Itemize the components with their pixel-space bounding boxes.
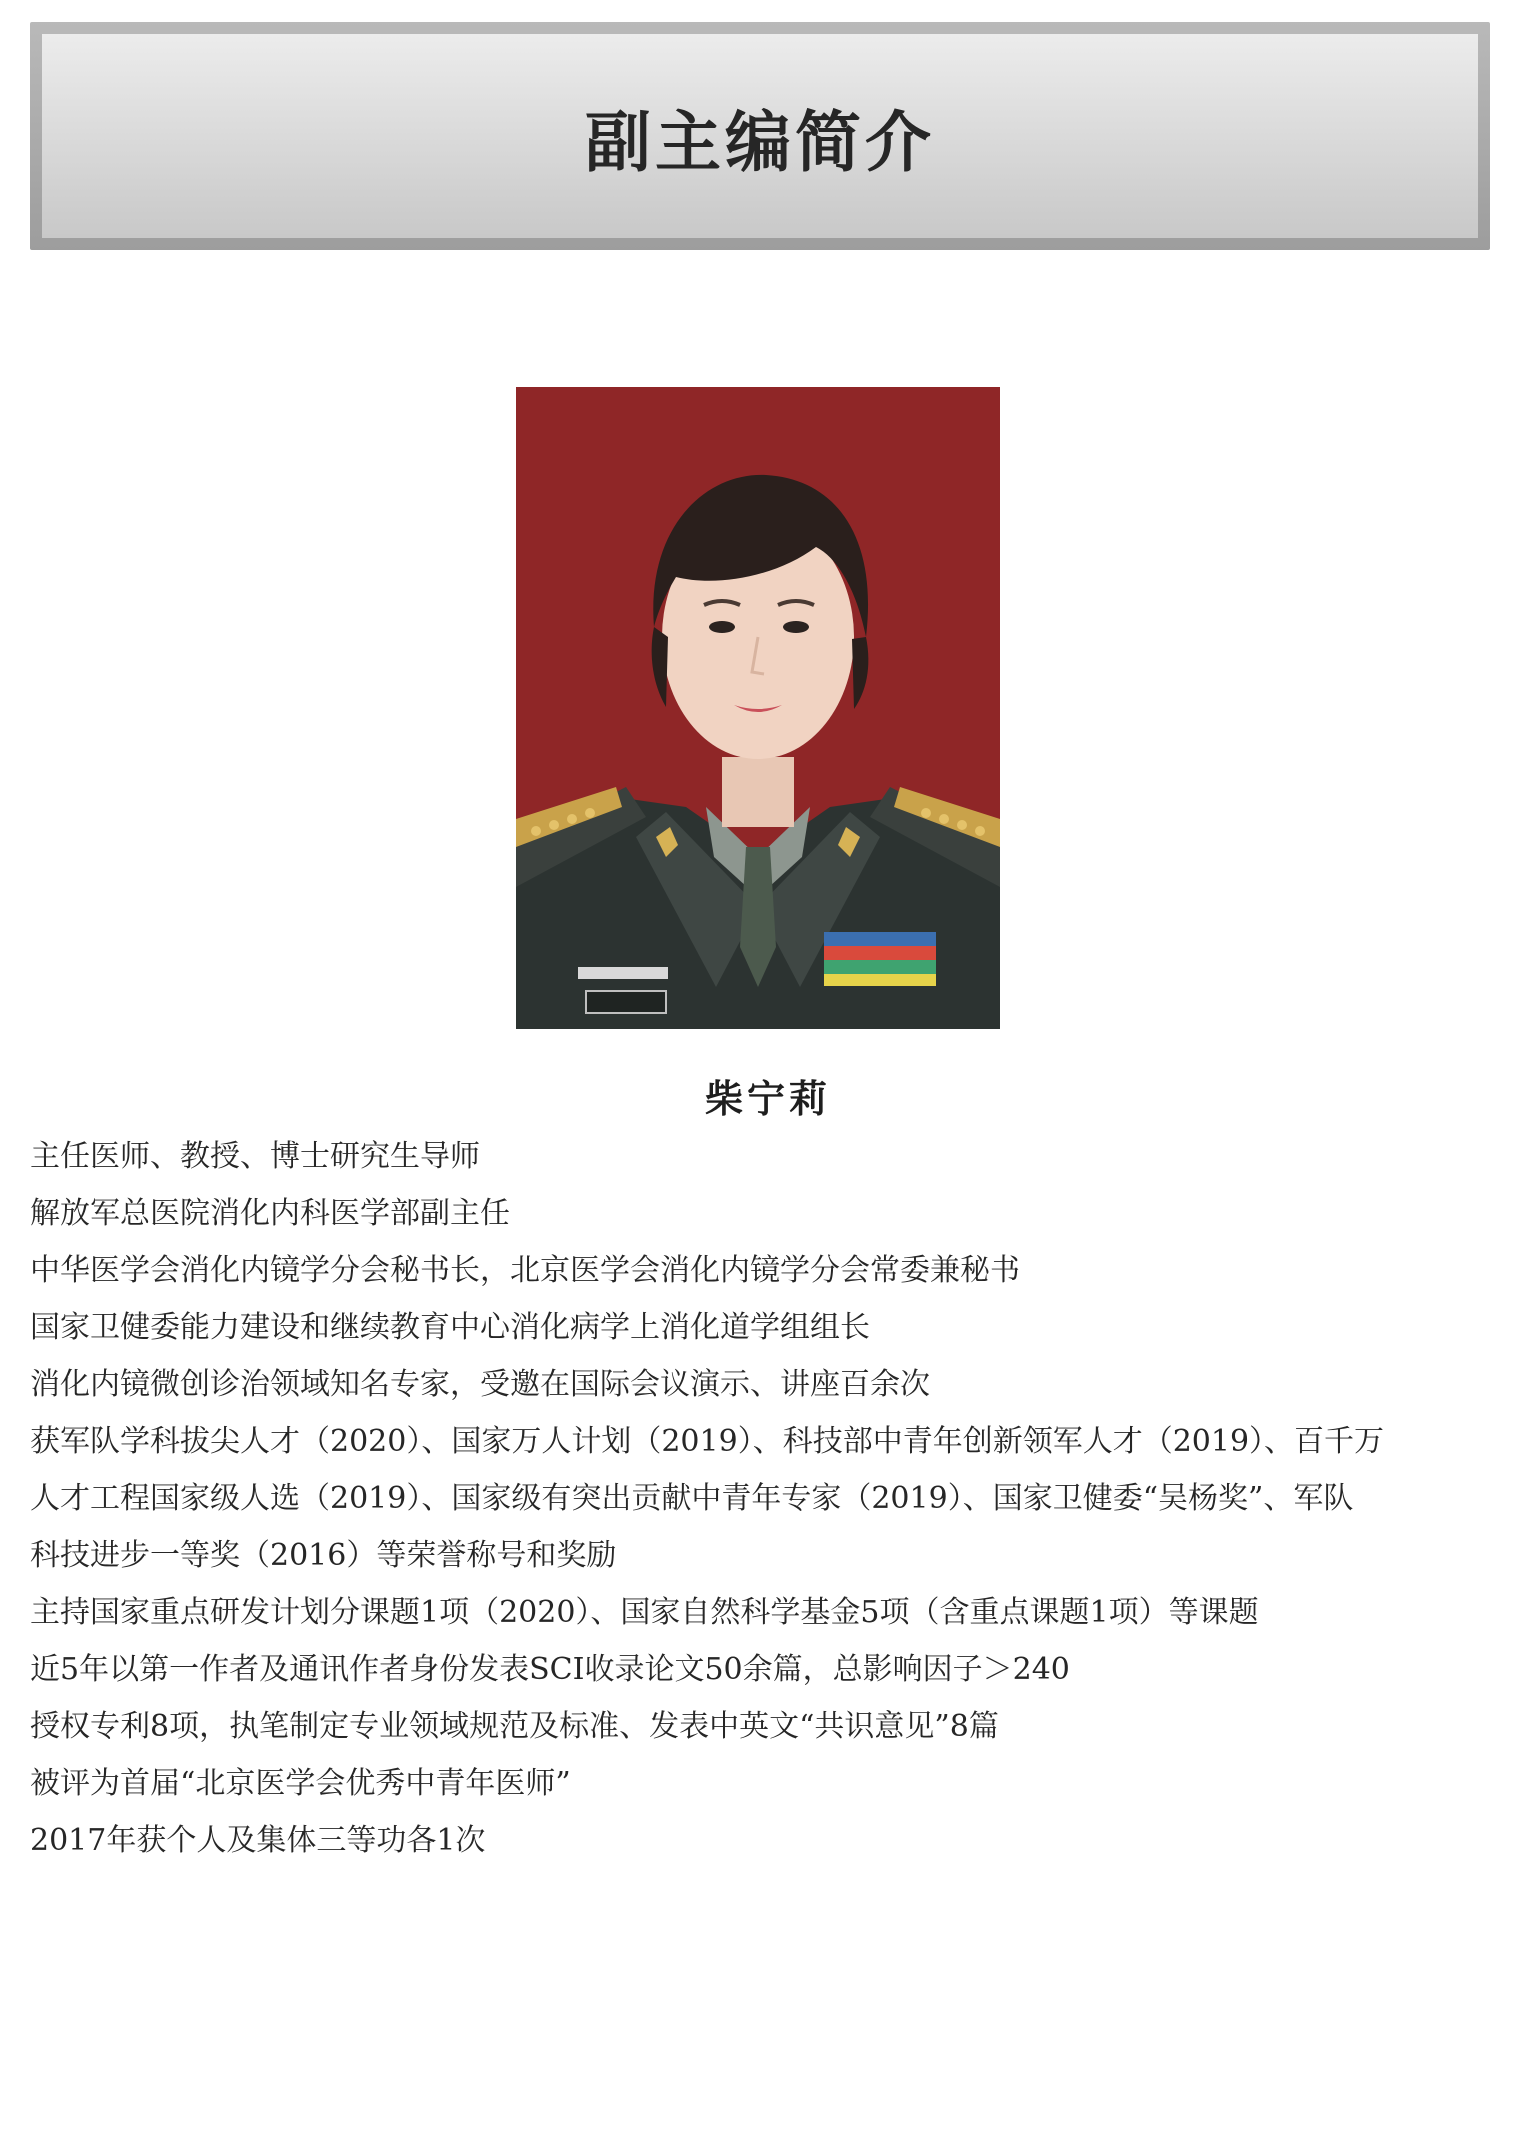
- bio-line: 消化内镜微创诊治领域知名专家，受邀在国际会议演示、讲座百余次: [30, 1367, 930, 1402]
- bio-line: 国家卫健委能力建设和继续教育中心消化病学上消化道学组组长: [30, 1310, 870, 1345]
- bio-line: 获军队学科拔尖人才（2020）、国家万人计划（2019）、科技部中青年创新领军人才（2019）、百千万: [30, 1424, 1385, 1459]
- bio-line: 授权专利8项，执笔制定专业领域规范及标准、发表中英文“共识意见”8篇: [30, 1709, 999, 1744]
- bio-line: 近5年以第一作者及通讯作者身份发表SCI收录论文50余篇，总影响因子＞240: [30, 1652, 1070, 1687]
- bio-line: 科技进步一等奖（2016）等荣誉称号和奖励: [30, 1538, 617, 1573]
- bio-line: 主持国家重点研发计划分课题1项（2020）、国家自然科学基金5项（含重点课题1项）等课题: [30, 1595, 1259, 1630]
- bio-text: [30, 1128, 1490, 1869]
- bio-line: 中华医学会消化内镜学分会秘书长，北京医学会消化内镜学分会常委兼秘书: [30, 1253, 1020, 1288]
- title-banner-inner: [42, 34, 1478, 238]
- title-banner: [30, 22, 1490, 250]
- bio-line: 解放军总医院消化内科医学部副主任: [30, 1196, 510, 1231]
- portrait-illustration: [516, 387, 1000, 1029]
- portrait-photo: [516, 387, 1000, 1029]
- bio-line: 人才工程国家级人选（2019）、国家级有突出贡献中青年专家（2019）、国家卫健委“吴杨奖”、军队: [30, 1481, 1354, 1516]
- person-name: 柴宁莉: [704, 1077, 831, 1121]
- bio-line: 主任医师、教授、博士研究生导师: [30, 1139, 480, 1174]
- bio-line: 被评为首届“北京医学会优秀中青年医师”: [30, 1766, 571, 1801]
- page-title: 副主编简介: [585, 103, 935, 181]
- bio-line: 2017年获个人及集体三等功各1次: [30, 1823, 486, 1858]
